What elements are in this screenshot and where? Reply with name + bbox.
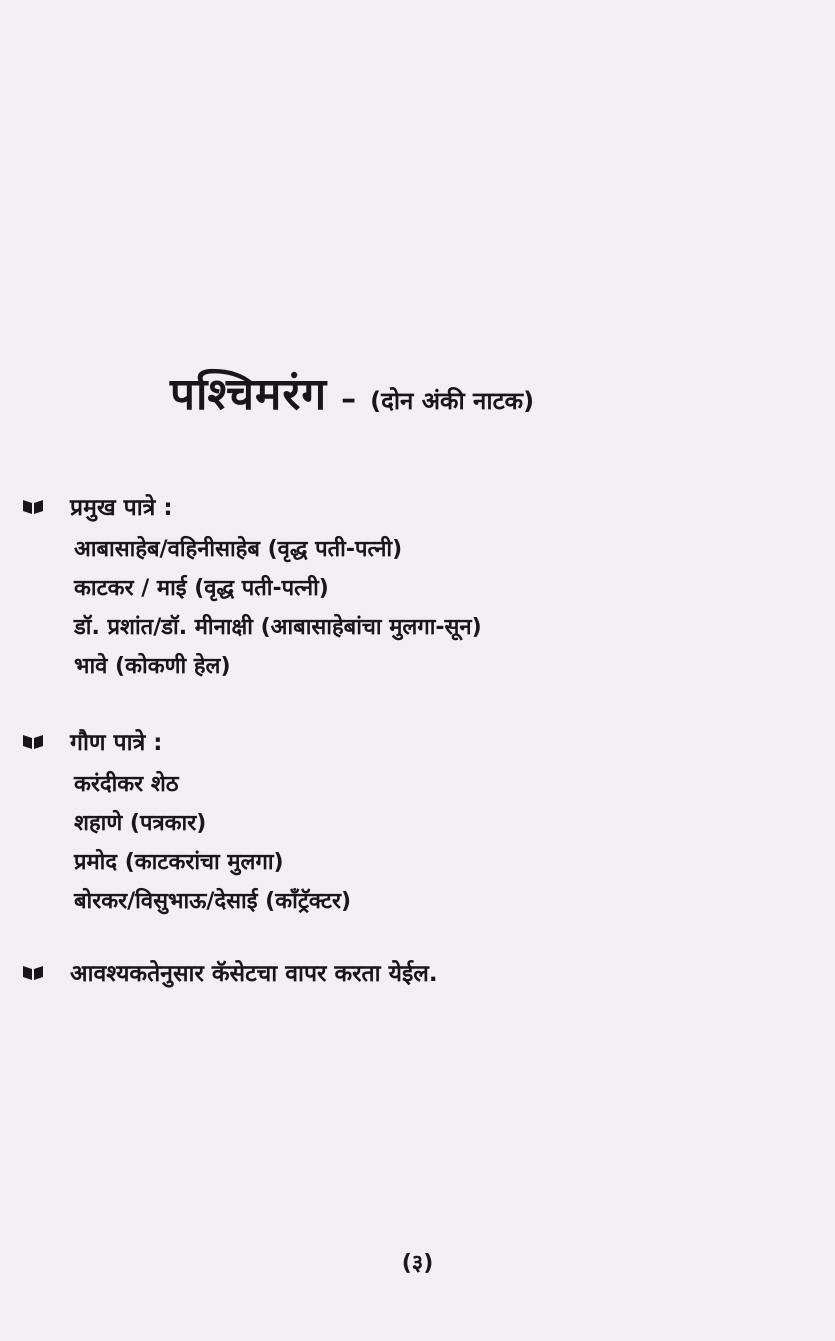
book-bullet-icon [22, 497, 44, 515]
minor-characters-section [22, 725, 351, 921]
page-number: (३) [401, 1251, 434, 1276]
minor-characters-heading: गौण पात्रे : [70, 730, 163, 756]
list-item: करंदीकर शेठ [74, 772, 179, 797]
list-item: शहाणे (पत्रकार) [74, 811, 207, 836]
list-item: प्रमोद (काटकरांचा मुलगा) [74, 850, 284, 875]
title-dash: – [341, 382, 357, 417]
list-item: आबासाहेब/वहिनीसाहेब (वृद्ध पती-पत्नी) [74, 537, 403, 562]
cassette-note: आवश्यकतेनुसार कॅसेटचा वापर करता येईल. [70, 961, 438, 987]
note-section [22, 956, 438, 988]
minor-characters-list [74, 765, 351, 921]
list-item: बोरकर/विसुभाऊ/देसाई (कॉंट्रॅक्टर) [74, 889, 352, 914]
list-item: डॉ. प्रशांत/डॉ. मीनाक्षी (आबासाहेबांचा मुलगा-सून) [74, 615, 482, 640]
play-subtitle: (दोन अंकी नाटक) [370, 387, 535, 415]
minor-characters-heading-row [22, 725, 351, 757]
main-characters-heading-row [22, 490, 482, 522]
play-title: पश्चिमरंग [170, 369, 328, 420]
book-bullet-icon [22, 732, 44, 750]
book-bullet-icon [22, 963, 44, 981]
main-characters-list [74, 530, 482, 686]
main-characters-heading: प्रमुख पात्रे : [70, 495, 173, 521]
list-item: काटकर / माई (वृद्ध पती-पत्नी) [74, 576, 329, 601]
note-row [22, 956, 438, 988]
main-characters-section [22, 490, 482, 686]
list-item: भावे (कोकणी हेल) [74, 654, 231, 679]
title-row [170, 362, 534, 422]
